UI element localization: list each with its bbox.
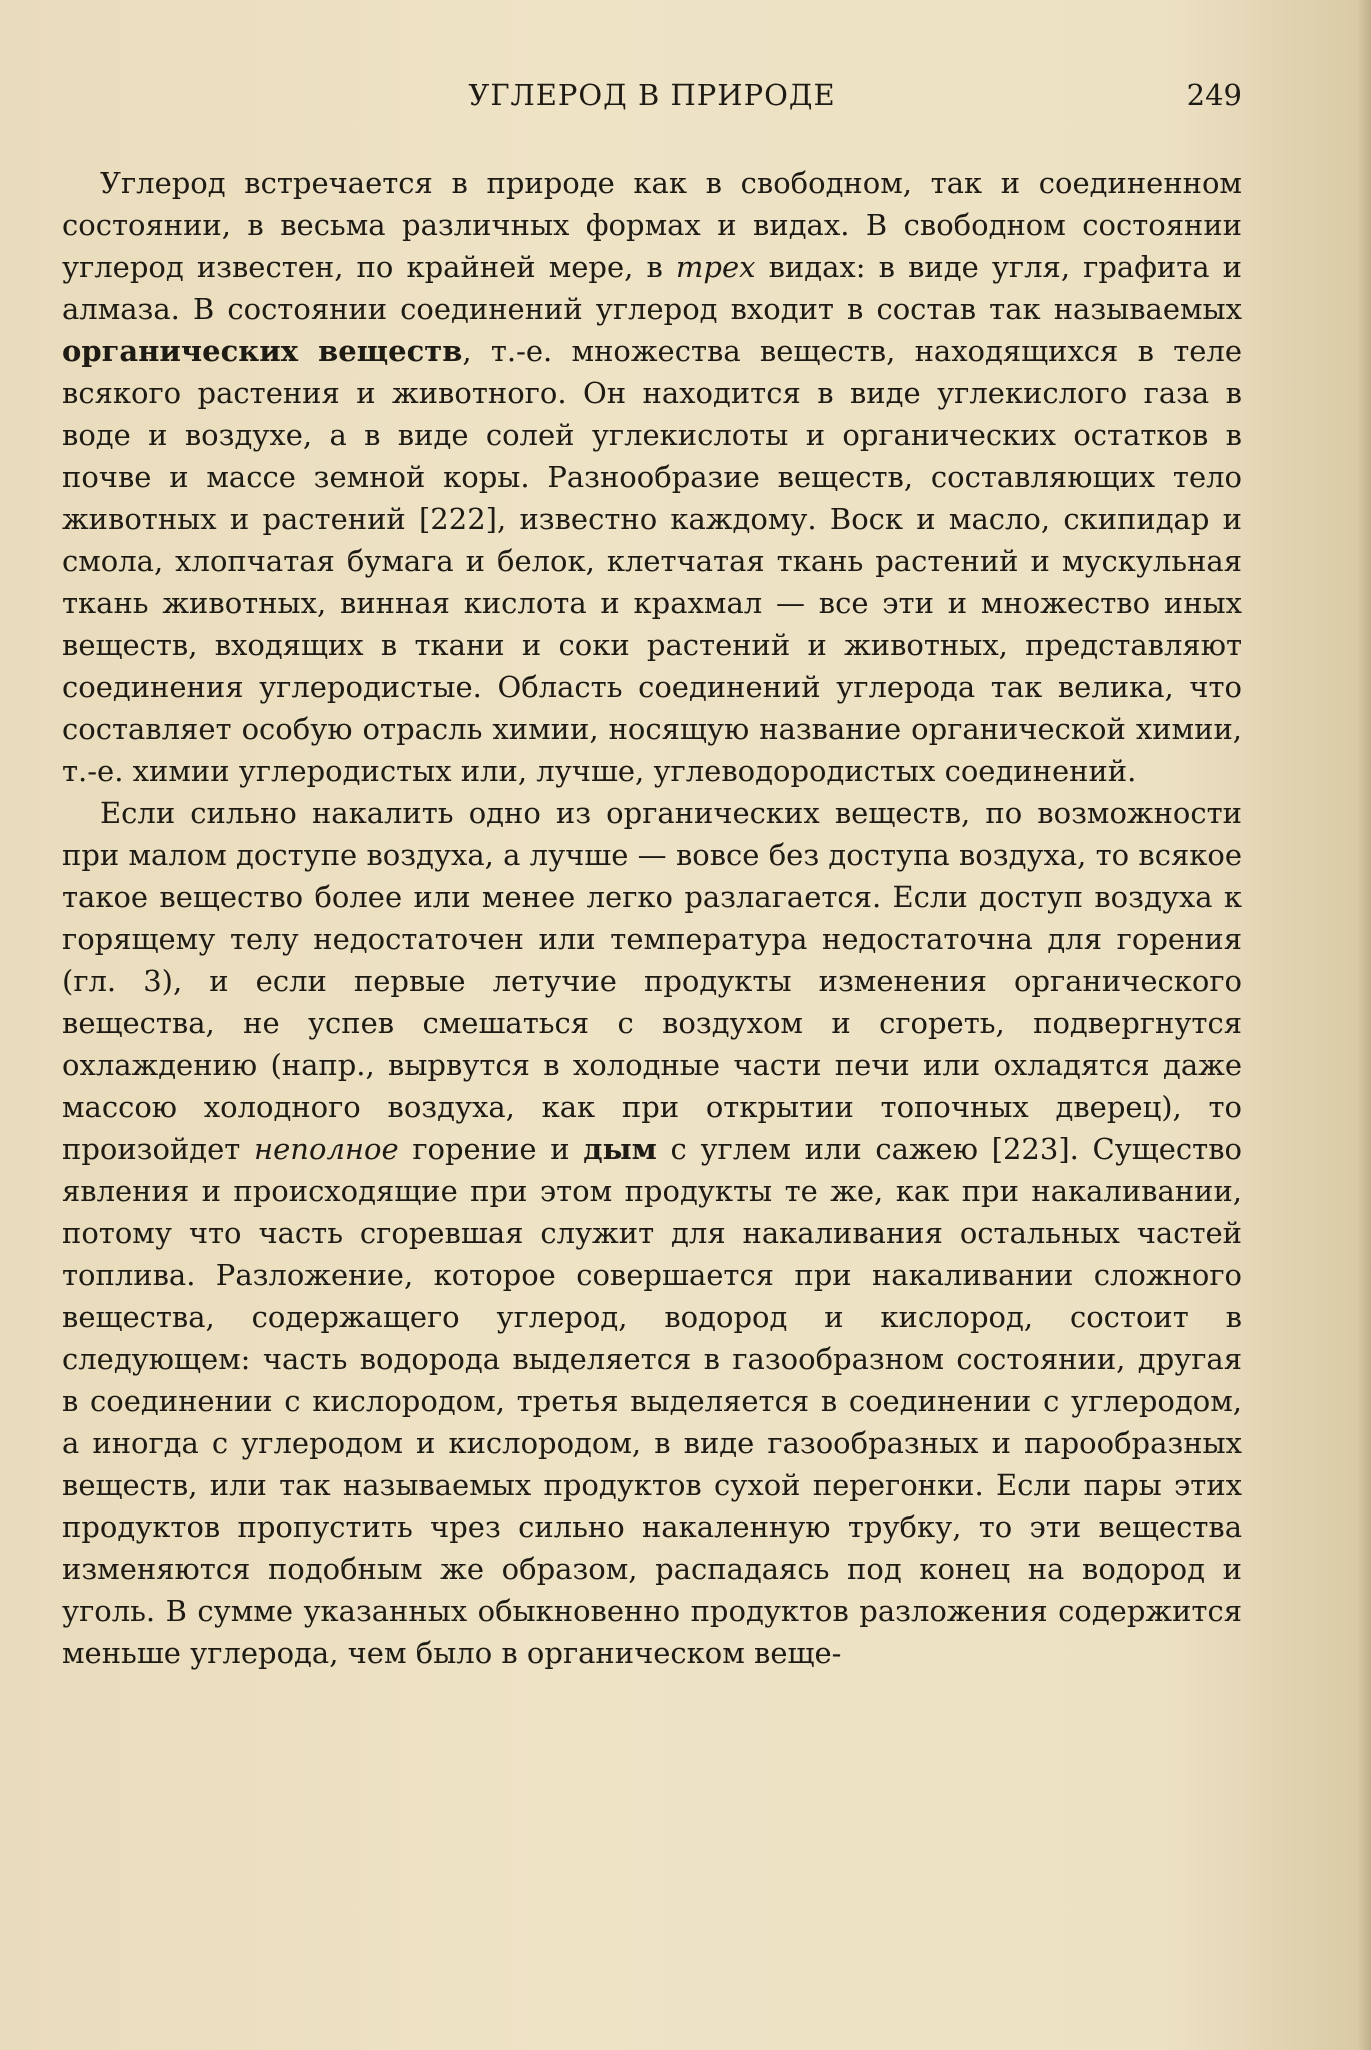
chapter-title: УГЛЕРОД В ПРИРОДЕ xyxy=(468,78,836,112)
emphasis-text: неполное xyxy=(254,1132,399,1166)
text-run: Если сильно накалить одно из органических веществ, по возможности при малом доступе воздуха, а лучше — вовсе без доступа воздуха, то всякое такое вещество более или менее легко разлагается. Если доступ воздуха к горящему телу недостаточен или температура недостаточна для горения (гл. 3), и если первые летучие продукты изменения органического вещества, не успев смешаться с воздухом и сгореть, подвергнутся охлаждению (напр., вырвутся в холодные части печи или охладятся даже массою холодного воздуха, как при открытии топочных дверец), то произойдет xyxy=(62,796,1242,1166)
paragraph xyxy=(62,162,1242,792)
page-edge-shadow xyxy=(1357,0,1371,2050)
page-number: 249 xyxy=(1186,78,1242,112)
body-text xyxy=(62,162,1242,1674)
paragraph xyxy=(62,792,1242,1674)
text-run: Углерод встречается в природе как в свободном, так и соединенном состоянии, в весьма различных формах и видах. В свободном состоянии углерод известен, по крайней мере, в xyxy=(62,166,1242,284)
text-run: горение и xyxy=(398,1132,584,1166)
bold-term: органических веществ xyxy=(62,334,463,368)
text-run: , т.-е. множества веществ, находящихся в теле всякого растения и животного. Он находится в виде углекислого газа в воде и воздухе, а в виде солей углекислоты и органических остатков в почве и массе земной коры. Разнообразие веществ, составляющих тело животных и растений [222], известно каждому. Воск и масло, скипидар и смола, хлопчатая бумага и белок, клетчатая ткань растений и мускульная ткань животных, винная кислота и крахмал — все эти и множество иных веществ, входящих в ткани и соки растений и животных, представляют соединения углеродистые. Область соединений углерода так велика, что составляет особую отрасль химии, носящую название органической химии, т.-е. химии углеродистых или, лучше, углеводородистых соединений. xyxy=(62,334,1242,788)
text-run: видах: в виде угля, графита и алмаза. В состоянии соединений углерод входит в состав так называемых xyxy=(62,250,1242,326)
emphasis-text: трех xyxy=(675,250,756,284)
running-head xyxy=(62,70,1242,120)
text-run: с углем или сажею [223]. Существо явления и происходящие при этом продукты те же, как при накаливании, потому что часть сгоревшая служит для накаливания остальных частей топлива. Разложение, которое совершается при накаливании сложного вещества, содержащего углерод, водород и кислород, состоит в следующем: часть водорода выделяется в газообразном состоянии, другая в соединении с кислородом, третья выделяется в соединении с углеродом, а иногда с углеродом и кислородом, в виде газообразных и парообразных веществ, или так называемых продуктов сухой перегонки. Если пары этих продуктов пропустить чрез сильно накаленную трубку, то эти вещества изменяются подобным же образом, распадаясь под конец на водород и уголь. В сумме указанных обыкновенно продуктов разложения содержится меньше углерода, чем было в органическом веще- xyxy=(62,1132,1242,1670)
bold-term: дым xyxy=(583,1132,657,1166)
